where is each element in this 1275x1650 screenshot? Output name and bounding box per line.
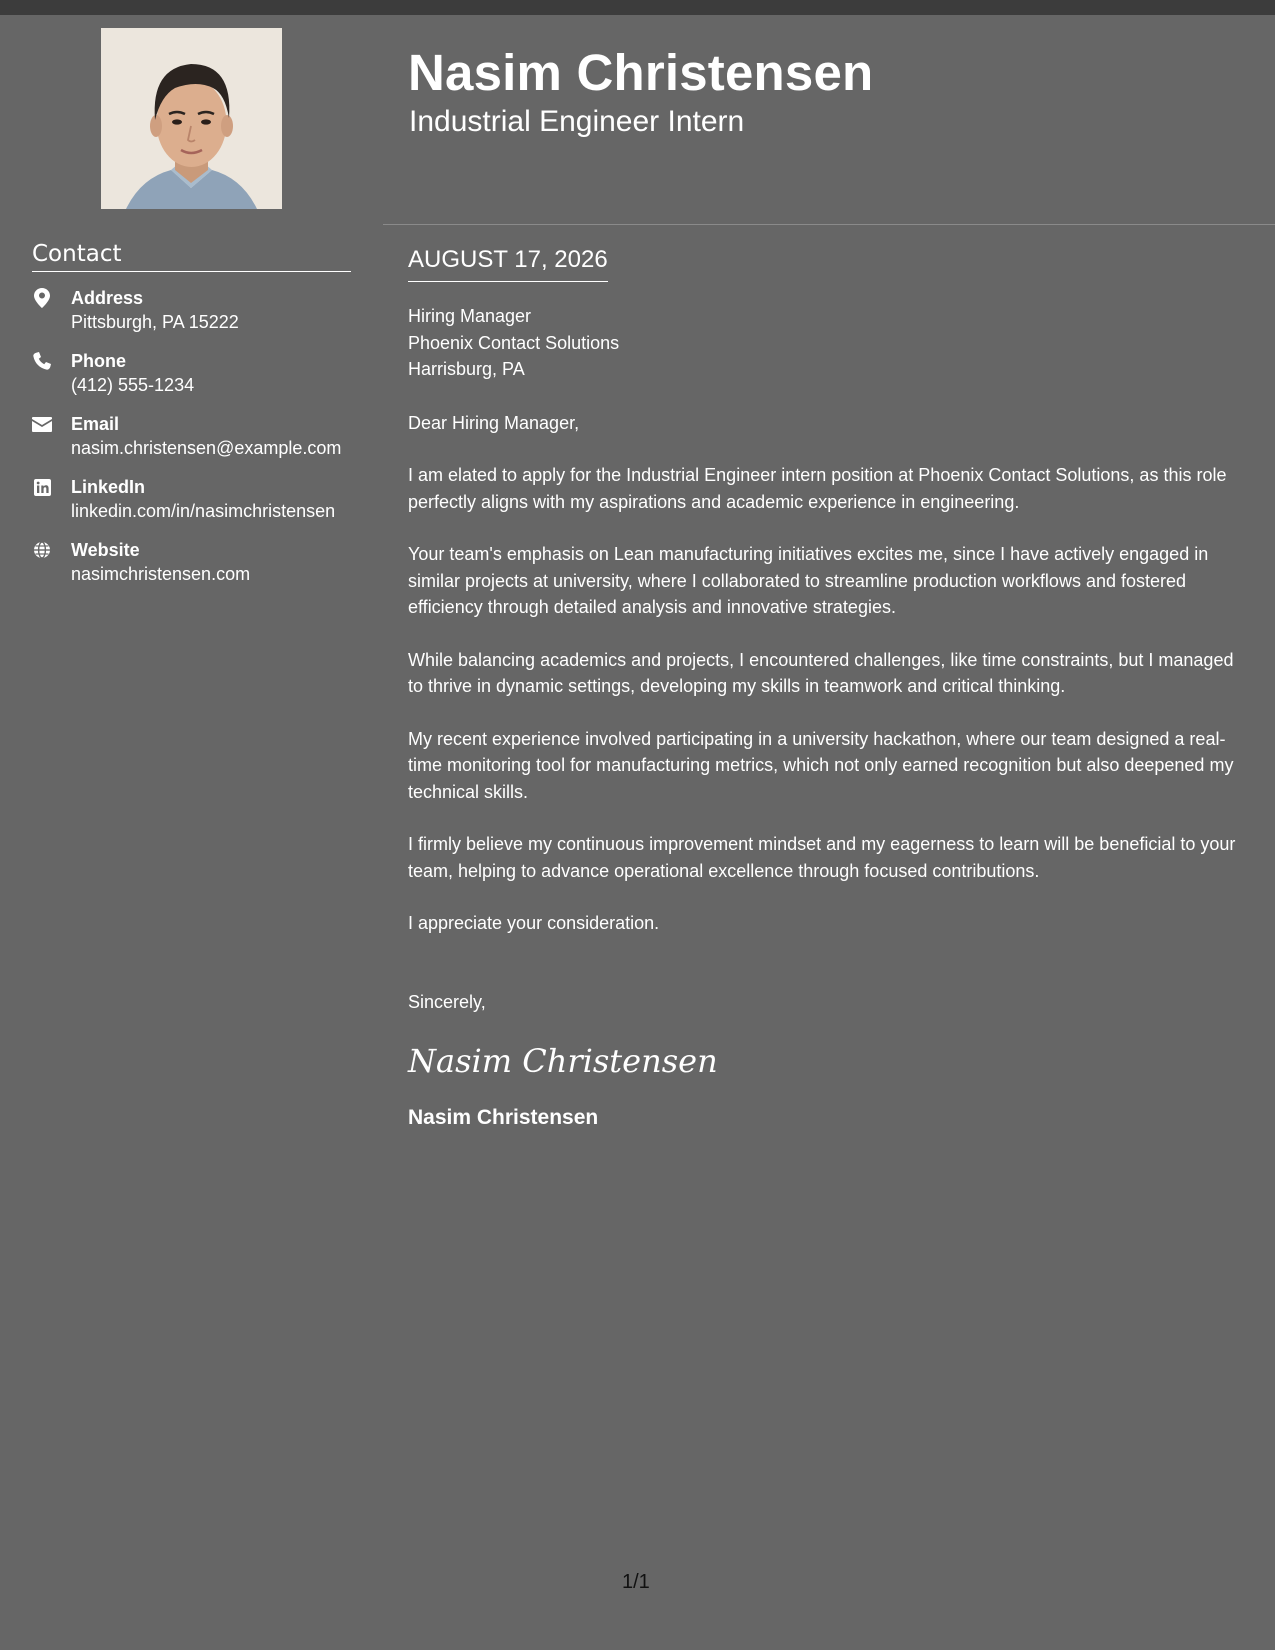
contact-label: Website [71, 540, 140, 560]
contact-value: (412) 555-1234 [71, 375, 195, 395]
contact-label: Phone [71, 351, 127, 371]
contact-label: Email [71, 414, 120, 434]
divider [383, 224, 1275, 225]
salutation: Dear Hiring Manager, [408, 412, 580, 433]
contact-value: nasim.christensen@example.com [71, 438, 342, 458]
paragraph: My recent experience involved participating in a university hackathon, where our team designed a real-time monitoring tool for manufacturing metrics, which not only earned recognition but also deepened my technical skills. [408, 728, 1234, 802]
contact-value: nasimchristensen.com [71, 564, 251, 584]
contact-item-email [32, 412, 352, 461]
globe-icon [32, 540, 52, 560]
paragraph: I appreciate your consideration. [408, 913, 660, 933]
signature-text: Nasim Christensen [408, 1042, 718, 1080]
letter-body [408, 303, 1248, 1132]
contact-item-phone [32, 349, 352, 398]
page-number: 1/1 [622, 1571, 650, 1593]
signature [408, 1037, 718, 1087]
contact-item-address [32, 286, 352, 335]
paragraph: I am elated to apply for the Industrial Engineer intern position at Phoenix Contact Solutions, as this role perfectly aligns with my aspirations and academic experience in engineering. [408, 465, 1227, 512]
avatar-portrait [101, 28, 282, 209]
phone-icon [32, 351, 52, 371]
avatar [101, 28, 282, 209]
contact-label: Address [71, 288, 144, 308]
job-title: Industrial Engineer Intern [409, 105, 745, 138]
envelope-icon [32, 414, 52, 434]
recipient-line: Harrisburg, PA [408, 359, 525, 379]
letter-date: AUGUST 17, 2026 [408, 245, 608, 282]
contact-list [32, 286, 352, 601]
contact-value: linkedin.com/in/nasimchristensen [71, 501, 336, 521]
page-title: Nasim Christensen [408, 44, 874, 101]
paragraph: Your team's emphasis on Lean manufacturing initiatives excites me, since I have actively engaged in similar projects at university, where I collaborated to streamline production workflows and fostered efficiency through detailed analysis and innovative strategies. [408, 544, 1209, 617]
contact-section-title: Contact [32, 241, 351, 272]
signer-name: Nasim Christensen [408, 1106, 599, 1129]
contact-label: LinkedIn [71, 477, 146, 497]
recipient-line: Phoenix Contact Solutions [408, 332, 620, 353]
recipient-block [408, 303, 1248, 383]
paragraph: While balancing academics and projects, I encountered challenges, like time constraints, but I managed to thrive in dynamic settings, developing my skills in teamwork and critical thinking. [408, 649, 1234, 696]
linkedin-icon [32, 477, 52, 497]
map-pin-icon [32, 288, 52, 308]
sidebar [0, 15, 383, 1635]
top-bar [0, 0, 1275, 15]
closing: Sincerely, [408, 991, 486, 1012]
recipient-line: Hiring Manager [408, 306, 532, 326]
contact-value: Pittsburgh, PA 15222 [71, 312, 239, 332]
contact-item-website [32, 538, 352, 587]
paragraph: I firmly believe my continuous improvement mindset and my eagerness to learn will be beneficial to your team, helping to advance operational excellence through focused contributions. [408, 834, 1236, 881]
contact-item-linkedin [32, 475, 352, 524]
